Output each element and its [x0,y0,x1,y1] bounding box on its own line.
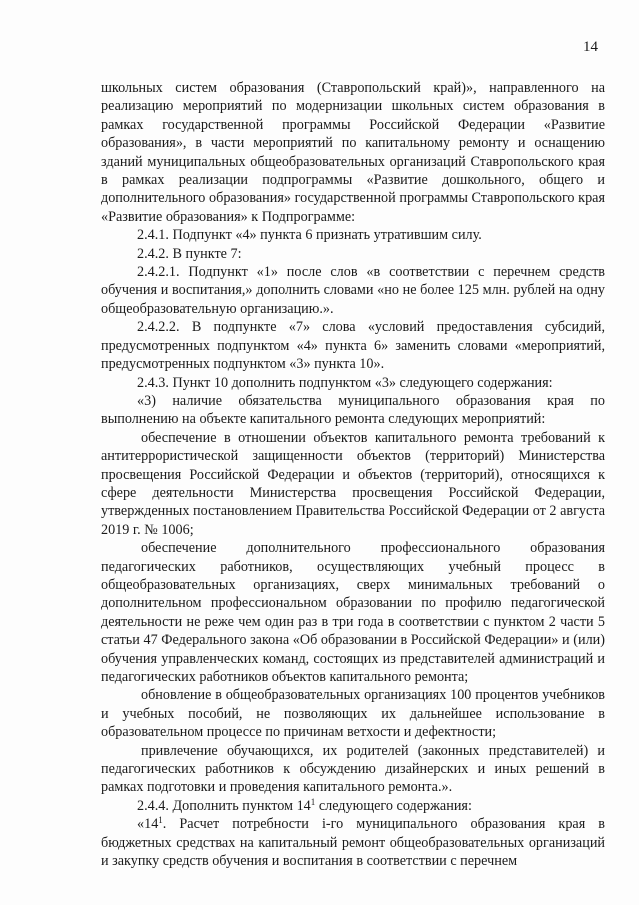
paragraph: обновление в общеобразовательных организациях 100 процентов учебников и учебных пособий, не позволяющих их дальнейшее использование в образовательном процессе по причинам ветхости и дефектности; [101,687,605,741]
paragraph: школьных систем образования (Ставропольский край)», направленного на реализацию мероприятий по модернизации школьных систем образования в рамках государственной программы Российской Федерации «Развитие образования», в части мероприятий по капитальному ремонту и оснащению зданий муниципальных общеобразовательных организаций Ставропольского края в рамках реализации подпрограммы «Развитие дошкольного, общего и дополнительного образования» государственной программы Ставропольского края «Развитие образования» к Подпрограмме: [101,80,605,225]
paragraph [101,797,605,815]
paragraph-text: «14 [137,816,159,833]
paragraph: обеспечение дополнительного профессионального образования педагогических работников, осуществляющих учебный процесс в общеобразовательных организациях, сверх минимальных требований о дополнительном профессиональном образовании по профилю педагогической деятельности не реже чем один раз в три года в соответствии с пунктом 2 части 5 статьи 47 Федерального закона «Об образовании в Российской Федерации» и (или) обучения управленческих команд, состоящих из представителей администраций и педагогических работников объектов капитального ремонта; [101,540,605,685]
paragraph: 2.4.2.1. Подпункт «1» после слов «в соответствии с перечнем средств обучения и воспитания,» дополнить словами «но не более 125 млн. рублей на одну общеобразовательную организацию.». [101,264,605,317]
paragraph-text: 2.4.4. Дополнить пунктом 14 [137,797,311,814]
paragraph-text: Расчет потребности i-го муниципального образования края в бюджетных средствах на капитальный ремонт общеобразовательных организаций и закупку средств обучения и воспитания в соответствии с перечнем [101,816,605,870]
paragraph-text: . [162,816,180,833]
superscript: 1 [310,796,316,807]
document-body [101,79,605,870]
paragraph: 2.4.1. Подпункт «4» пункта 6 признать утратившим силу. [137,227,482,244]
superscript: 1 [158,815,163,826]
paragraph: «3) наличие обязательства муниципального образования края по выполнению на объекте капитального ремонта следующих мероприятий: [101,392,605,428]
paragraph: 2.4.3. Пункт 10 дополнить подпунктом «3» следующего содержания: [137,374,553,391]
paragraph [101,815,605,870]
page-number: 14 [583,39,598,55]
paragraph: привлечение обучающихся, их родителей (законных представителей) и педагогических работников к обсуждению дизайнерских и иных решений в рамках подготовки и проведения капитального ремонта.». [101,742,605,796]
paragraph: 2.4.2. В пункте 7: [137,245,242,262]
paragraph-text: следующего содержания: [315,797,472,814]
paragraph: обеспечение в отношении объектов капитального ремонта требований к антитеррористической защищенности объектов (территорий) Министерства просвещения Российской Федерации и объектов (территорий), относящихся к сфере деятельности Министерства просвещения Российской Федерации, утвержденных постановлением Правительства Российской Федерации от 2 августа 2019 г. № 1006; [101,429,605,538]
paragraph: 2.4.2.2. В подпункте «7» слова «условий предоставления субсидий, предусмотренных подпунктом «4» пункта 6» заменить словами «мероприятий, предусмотренных подпунктом «3» пункта 10». [101,319,605,373]
